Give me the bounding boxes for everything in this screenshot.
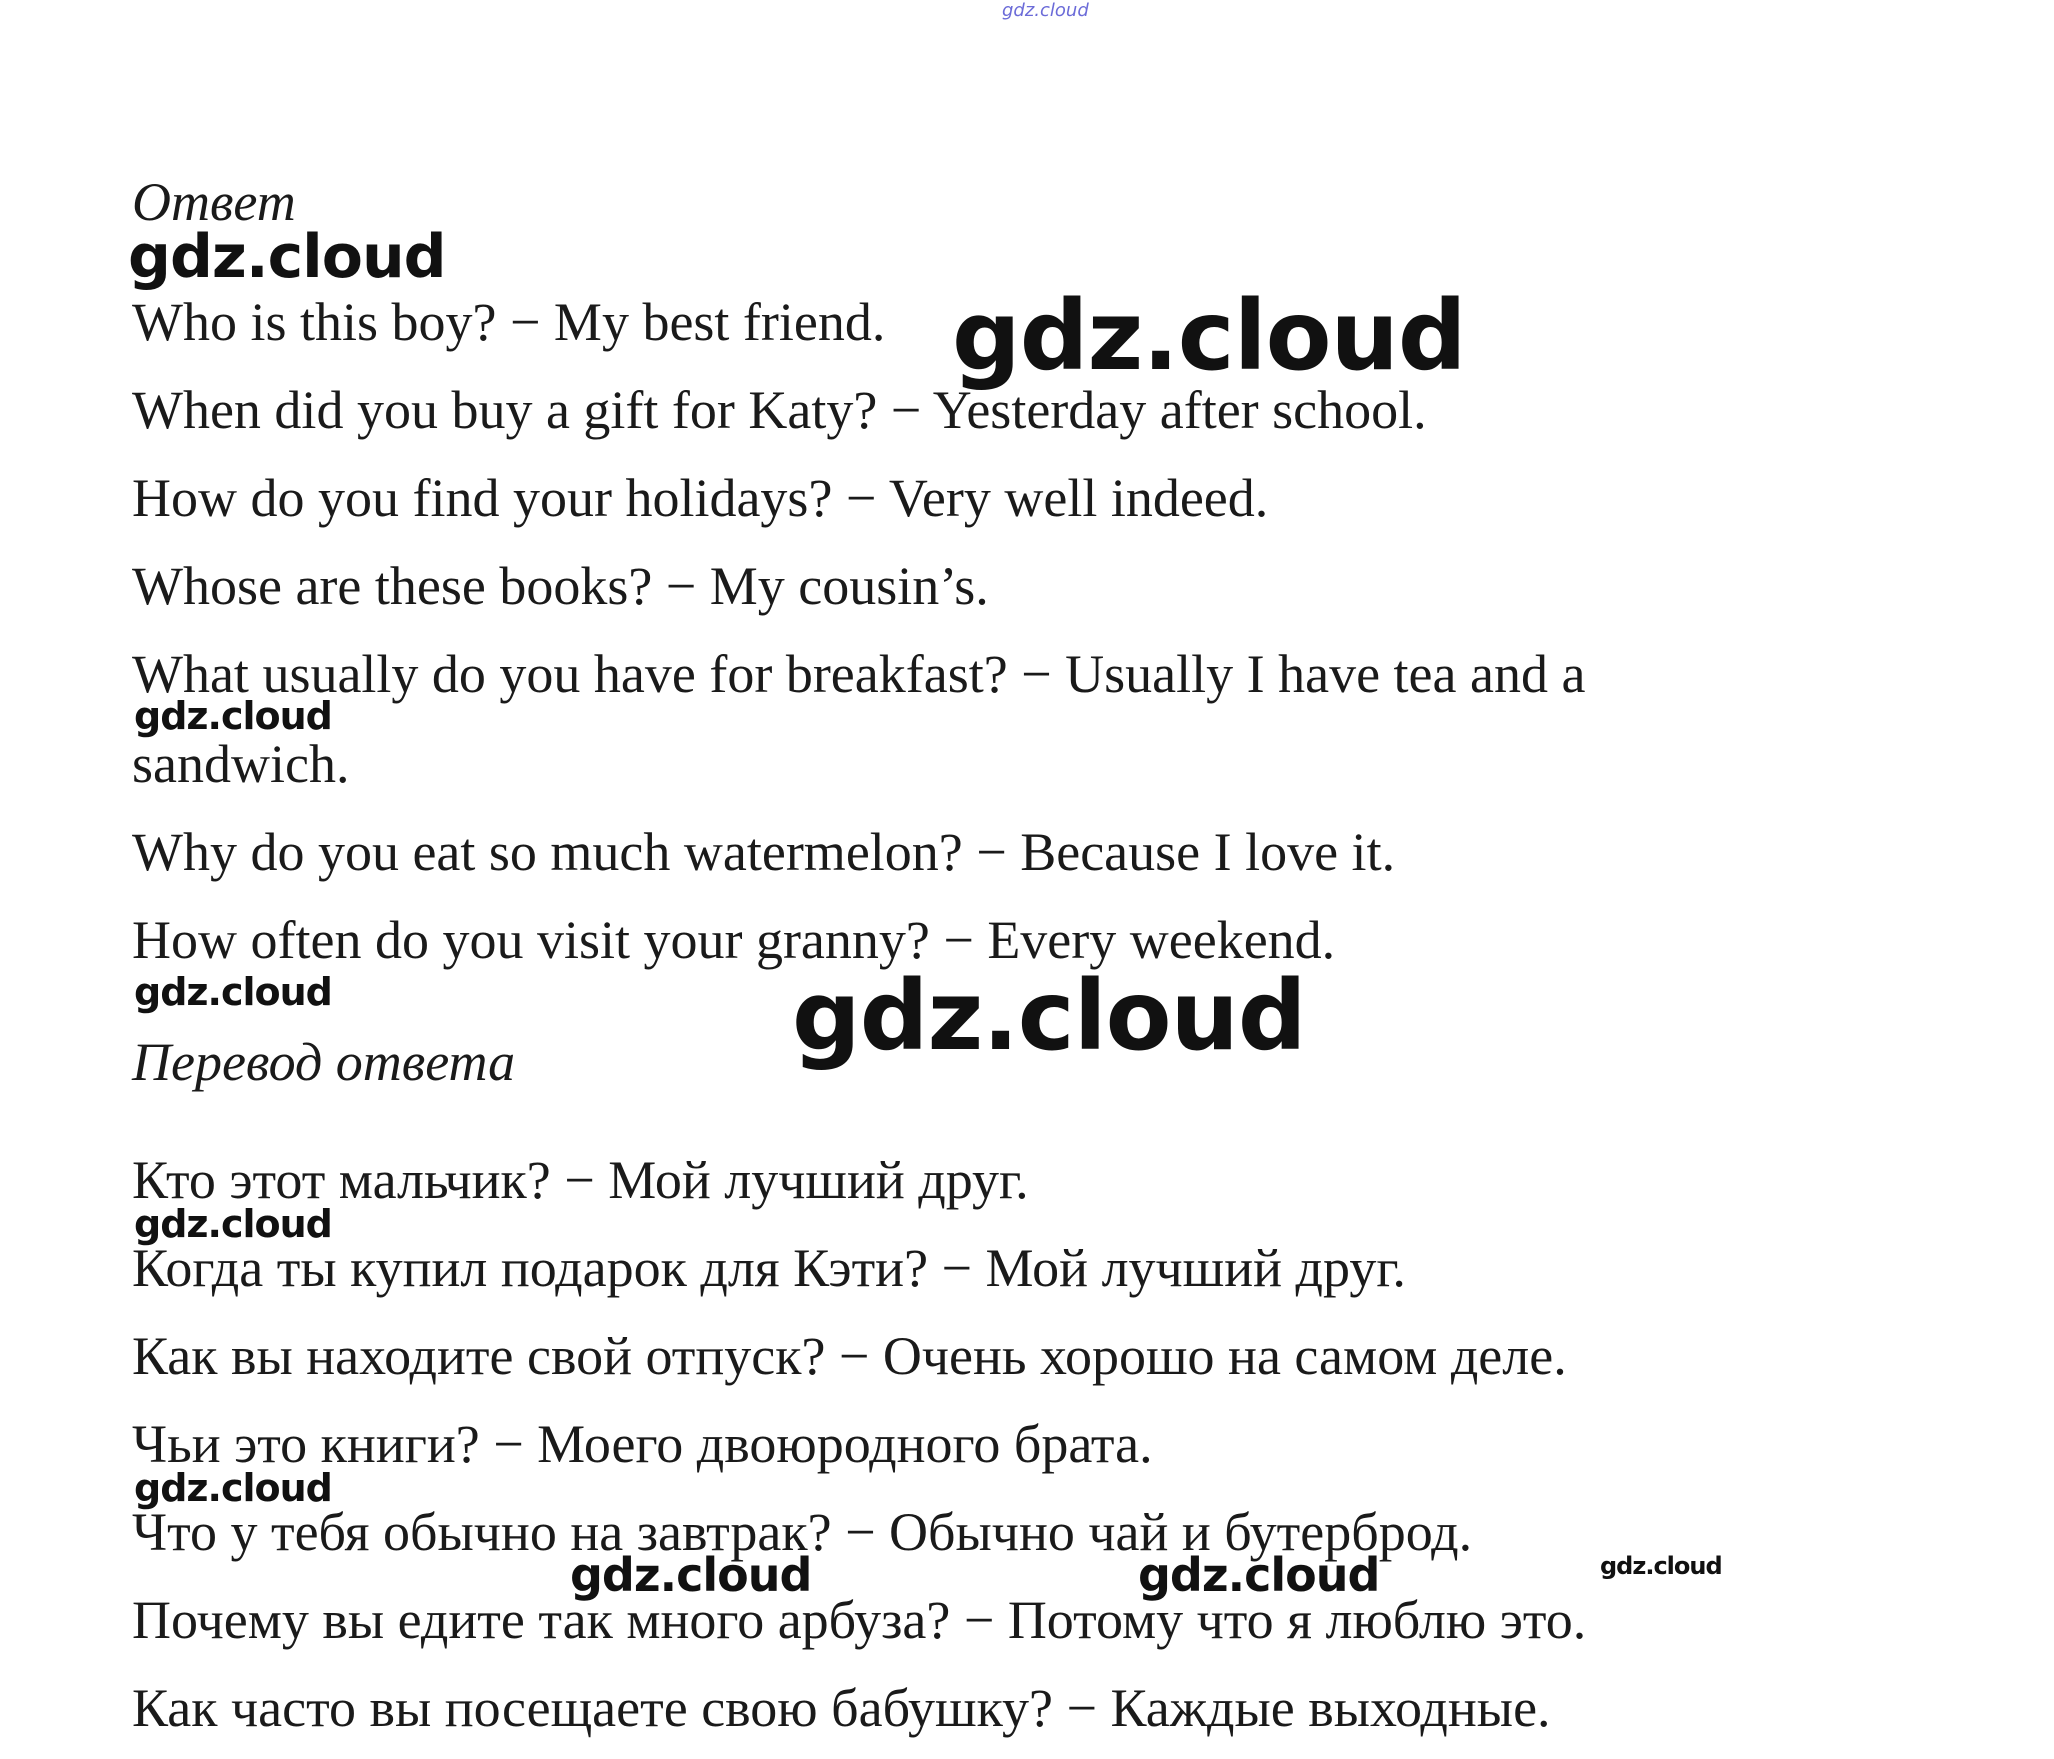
watermark: gdz.cloud	[134, 694, 332, 738]
watermark: gdz.cloud	[134, 1202, 332, 1246]
watermark: gdz.cloud	[792, 960, 1306, 1072]
translation-line: Когда ты купил подарок для Кэти? − Мой лучший друг.	[132, 1238, 1406, 1298]
watermark: gdz.cloud	[1600, 1552, 1722, 1580]
watermark: gdz.cloud	[952, 280, 1466, 392]
watermark: gdz.cloud	[570, 1548, 812, 1602]
translation-line: Кто этот мальчик? − Мой лучший друг.	[132, 1150, 1029, 1210]
watermark-top: gdz.cloud	[1002, 0, 1089, 21]
translation-heading: Перевод ответа	[132, 1032, 516, 1092]
answer-line: Whose are these books? − My cousin’s.	[132, 556, 989, 616]
answer-line: What usually do you have for breakfast? − Usually I have tea and a	[132, 644, 1586, 704]
translation-line: Почему вы едите так много арбуза? − Потому что я люблю это.	[132, 1590, 1587, 1650]
translation-line: Как вы находите свой отпуск? − Очень хорошо на самом деле.	[132, 1326, 1567, 1386]
answer-line: How often do you visit your granny? − Every weekend.	[132, 910, 1336, 970]
translation-line: Чьи это книги? − Моего двоюродного брата.	[132, 1414, 1153, 1474]
answer-line: Who is this boy? − My best friend.	[132, 292, 886, 352]
watermark: gdz.cloud	[134, 970, 332, 1014]
answer-line: When did you buy a gift for Katy? − Yesterday after school.	[132, 380, 1427, 440]
watermark: gdz.cloud	[128, 222, 446, 292]
answer-line: sandwich.	[132, 734, 350, 794]
answer-heading: Ответ	[132, 172, 296, 232]
translation-line: Как часто вы посещаете свою бабушку? − Каждые выходные.	[132, 1678, 1551, 1738]
watermark: gdz.cloud	[134, 1466, 332, 1510]
watermark: gdz.cloud	[1138, 1548, 1380, 1602]
translation-line: Что у тебя обычно на завтрак? − Обычно чай и бутерброд.	[132, 1502, 1473, 1562]
answer-line: Why do you eat so much watermelon? − Because I love it.	[132, 822, 1396, 882]
answer-line: How do you find your holidays? − Very well indeed.	[132, 468, 1269, 528]
